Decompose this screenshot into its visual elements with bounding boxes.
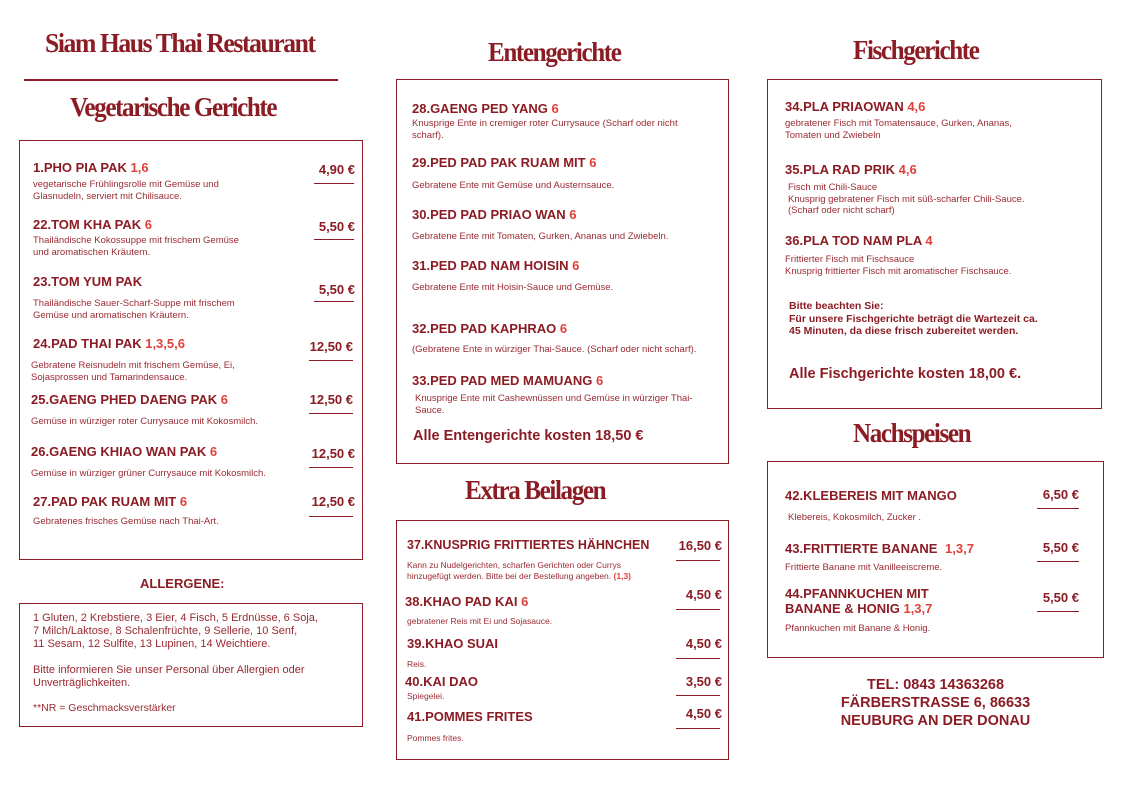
menu-item-price: 12,50 € [311,494,355,509]
menu-item-price: 5,50 € [1042,590,1079,605]
menu-item-name: 34.PLA PRIAOWAN 4,6 [785,99,926,114]
menu-item-description: Gemüse in würziger roter Currysauce mit Kokosmilch. [31,416,259,427]
menu-item-price: 5,50 € [318,282,355,297]
menu-item-price: 4,50 € [685,706,722,721]
allergen-codes: 6 [572,258,580,273]
menu-item-description: Kann zu Nudelgerichten, scharfen Gerichten oder Currys hinzugefügt werden. Bitte bei der Bestellung angeben. (1,3) [407,560,632,581]
duck-price-note: Alle Entengerichte kosten 18,50 € [413,428,644,444]
menu-item-name: 43.FRITTIERTE BANANE 1,3,7 [785,541,974,556]
menu-item-description: Klebereis, Kokosmilch, Zucker . [788,512,922,523]
price-underline [314,183,354,184]
allergen-codes: 4 [925,233,933,248]
allergen-codes: (1,3) [613,570,632,581]
allergen-codes: 6 [220,392,228,407]
menu-item-description: Thailändische Kokossuppe mit frischem Gemüse und aromatischen Kräutern. [33,235,239,258]
price-underline [309,360,353,361]
duck-heading: Entengerichte [488,37,621,67]
menu-item-description: Gebratene Ente mit Tomaten, Gurken, Ananas und Zwiebeln. [412,231,669,242]
menu-item-name: 24.PAD THAI PAK 1,3,5,6 [33,336,185,351]
allergen-codes: 4,6 [898,162,917,177]
price-underline [676,658,720,659]
price-underline [676,695,720,696]
menu-item-description: Frittierter Fisch mit Fischsauce Knusprig frittierter Fisch mit aromatischer Fischsauce. [785,254,1012,277]
menu-item-description: Gebratene Reisnudeln mit frischem Gemüse, Ei, Sojasprossen und Tamarindensauce. [31,360,235,383]
menu-item-name: 32.PED PAD KAPHRAO 6 [412,321,568,336]
allergen-codes: 6 [569,207,577,222]
menu-item-price: 4,50 € [685,636,722,651]
menu-item-name: 42.KLEBEREIS MIT MANGO [785,488,957,503]
price-underline [1037,508,1079,509]
vegetarian-heading: Vegetarische Gerichte [70,92,277,122]
fish-wait-note: Bitte beachten Sie: Für unsere Fischgerichte beträgt die Wartezeit ca. 45 Minuten, da diese frisch zubereitet werden. [789,300,1038,337]
menu-item-description: Pommes frites. [407,733,464,743]
menu-item-name: 26.GAENG KHIAO WAN PAK 6 [31,444,218,459]
menu-item-description: (Gebratene Ente in würziger Thai-Sauce. (Scharf oder nicht scharf). [412,344,697,355]
allergen-codes: 6 [521,594,529,609]
fish-heading: Fischgerichte [853,35,979,65]
menu-item-description: Gebratene Ente mit Hoisin-Sauce und Gemüse. [412,282,614,293]
desserts-heading: Nachspeisen [853,418,971,448]
price-underline [309,467,353,468]
allergen-codes: 4,6 [907,99,926,114]
price-underline [309,413,353,414]
price-underline [314,239,354,240]
menu-item-name: 33.PED PAD MED MAMUANG 6 [412,373,604,388]
menu-item-description: Gemüse in würziger grüner Currysauce mit Kokosmilch. [31,468,266,479]
menu-item-price: 5,50 € [318,219,355,234]
menu-item-price: 12,50 € [309,392,353,407]
menu-item-price: 6,50 € [1042,487,1079,502]
menu-item-name: 29.PED PAD PAK RUAM MIT 6 [412,155,597,170]
menu-item-name: 28.GAENG PED YANG 6 [412,101,559,116]
title-divider [24,79,338,81]
menu-item-description: vegetarische Frühlingsrolle mit Gemüse und Glasnudeln, serviert mit Chilisauce. [33,179,219,202]
menu-item-description: Pfannkuchen mit Banane & Honig. [785,623,931,634]
menu-item-name: 37.KNUSPRIG FRITTIERTES HÄHNCHEN [407,538,650,552]
menu-item-description: Frittierte Banane mit Vanilleeiscreme. [785,562,943,573]
menu-item-description: Gebratenes frisches Gemüse nach Thai-Art. [33,516,219,527]
price-underline [314,301,354,302]
menu-item-name: 1.PHO PIA PAK 1,6 [33,160,149,175]
price-underline [309,516,353,517]
menu-item-name: 39.KHAO SUAI [407,636,499,651]
price-underline [676,609,720,610]
contact-phone: TEL: 0843 14363268 [866,677,1005,693]
price-underline [1037,611,1079,612]
menu-item-description: Reis. [407,659,427,669]
fish-price-note: Alle Fischgerichte kosten 18,00 €. [789,366,1022,382]
menu-item-price: 16,50 € [678,538,722,553]
menu-item-price: 4,90 € [318,162,355,177]
extras-heading: Extra Beilagen [465,475,606,505]
menu-item-name: 23.TOM YUM PAK [33,274,143,289]
menu-item-name: 40.KAI DAO [405,674,478,689]
price-underline [676,560,720,561]
allergen-codes: 6 [595,373,604,388]
menu-item-description: gebratener Fisch mit Tomatensauce, Gurken, Ananas, Tomaten und Zwiebeln [785,118,1012,141]
menu-item-name: 22.TOM KHA PAK 6 [33,217,152,232]
allergen-codes: 6 [559,321,568,336]
allergen-codes: 1,3,5,6 [145,336,185,351]
menu-item-name: 35.PLA RAD PRIK 4,6 [785,162,917,177]
menu-item-price: 12,50 € [311,446,355,461]
allergen-codes: 6 [589,155,597,170]
price-underline [676,728,720,729]
allergens-info: Bitte informieren Sie unser Personal über Allergien oder Unverträglichkeiten. [33,664,305,689]
allergens-heading: ALLERGENE: [140,576,225,591]
menu-item-description: Thailändische Sauer-Scharf-Suppe mit frischem Gemüse und aromatischen Kräutern. [33,298,235,321]
contact-city: NEUBURG AN DER DONAU [840,713,1031,729]
menu-item-name: 25.GAENG PHED DAENG PAK 6 [31,392,228,407]
allergens-list: 1 Gluten, 2 Krebstiere, 3 Eier, 4 Fisch, 5 Erdnüsse, 6 Soja, 7 Milch/Laktose, 8 Schalenfrüchte, 9 Sellerie, 10 Senf, 11 Sesam, 12 Sulfite, 13 Lupinen, 14 Weichtiere. [33,612,318,650]
menu-item-price: 5,50 € [1042,540,1079,555]
allergen-codes: 6 [179,494,188,509]
menu-item-name: 36.PLA TOD NAM PLA 4 [785,233,933,248]
menu-item-description: Knusprige Ente mit Cashewnüssen und Gemüse in würziger Thai- Sauce. [415,393,693,416]
nr-note: **NR = Geschmacksverstärker [33,702,176,714]
menu-item-description: Knusprige Ente in cremiger roter Currysauce (Scharf oder nicht scharf). [412,118,678,141]
menu-item-description: gebratener Reis mit Ei und Sojasauce. [407,616,553,626]
menu-item-description: Spiegelei. [407,691,445,701]
allergen-codes: 6 [551,101,559,116]
menu-item-name: 38.KHAO PAD KAI 6 [405,594,529,609]
allergen-codes: 1,6 [130,160,149,175]
allergen-codes: 1,3,7 [945,541,974,556]
menu-item-name: 30.PED PAD PRIAO WAN 6 [412,207,577,222]
menu-item-name: 41.POMMES FRITES [407,709,533,724]
menu-item-description: Gebratene Ente mit Gemüse und Austernsauce. [412,180,615,191]
menu-item-description: Fisch mit Chili-Sauce Knusprig gebratener Fisch mit süß-scharfer Chili-Sauce. (Scharf oder nicht scharf) [788,182,1025,216]
menu-item-name: 31.PED PAD NAM HOISIN 6 [412,258,580,273]
menu-item-price: 12,50 € [309,339,353,354]
price-underline [1037,561,1079,562]
menu-item-price: 4,50 € [685,587,722,602]
menu-item-name: 27.PAD PAK RUAM MIT 6 [33,494,188,509]
restaurant-name: Siam Haus Thai Restaurant [45,28,315,58]
contact-street: FÄRBERSTRASSE 6, 86633 [840,695,1031,711]
allergen-codes: 6 [209,444,218,459]
menu-item-price: 3,50 € [685,674,722,689]
menu-item-name: 44.PFANNKUCHEN MIT BANANE & HONIG 1,3,7 [785,586,933,616]
allergen-codes: 1,3,7 [903,601,933,616]
allergen-codes: 6 [144,217,152,232]
